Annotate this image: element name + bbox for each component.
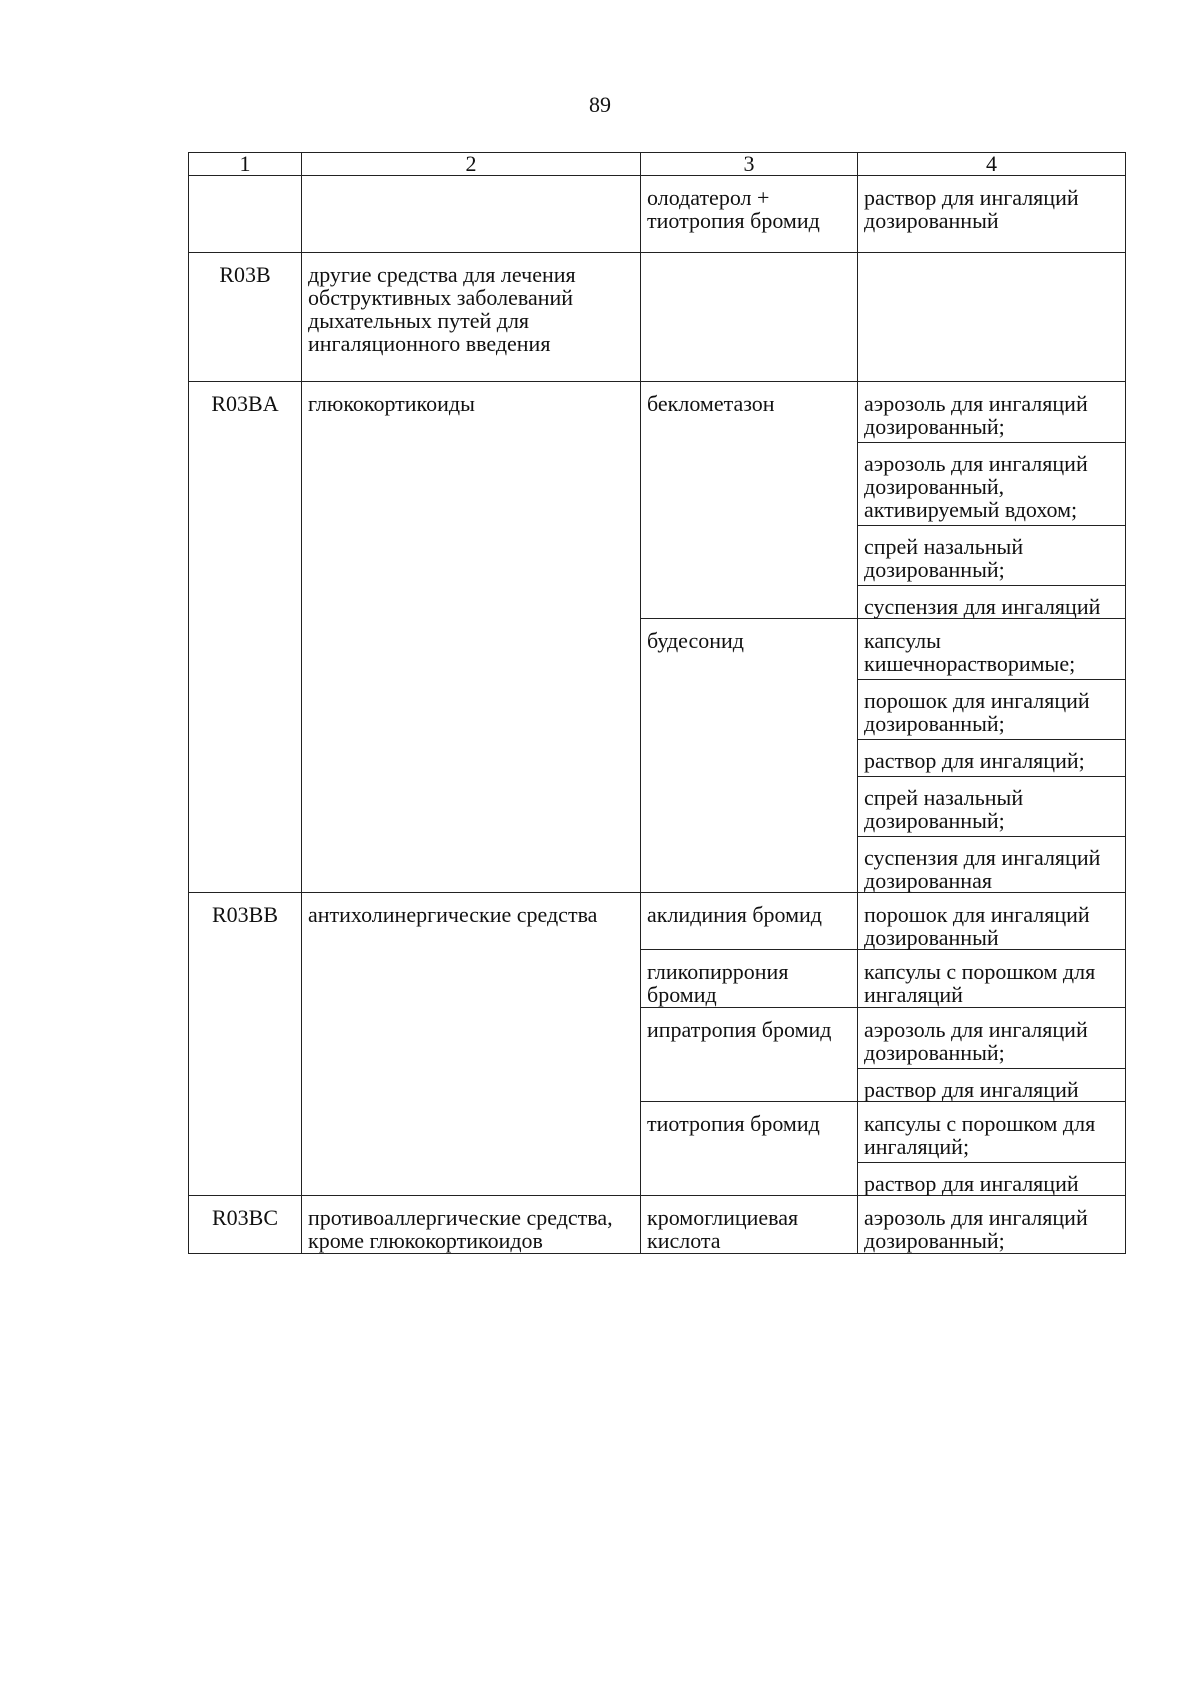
atc-code-cell: R03BB (189, 893, 302, 1196)
dosage-form: спрей назальный дозированный; (858, 777, 1125, 837)
table-row (189, 1196, 1126, 1254)
drug-name-cell: беклометазон (641, 382, 858, 619)
dosage-forms-cell (858, 176, 1126, 253)
drug-name-cell: будесонид (641, 619, 858, 893)
header-cell-3: 3 (641, 153, 858, 176)
group-name-cell (302, 176, 641, 253)
atc-code-cell: R03B (189, 253, 302, 382)
header-cell-2: 2 (302, 153, 641, 176)
header-row (189, 153, 1126, 176)
header-cell-1: 1 (189, 153, 302, 176)
drug-name-cell: гликопиррония бромид (641, 950, 858, 1008)
dosage-form: аэрозоль для ингаляций дозированный; (858, 1018, 1125, 1069)
dosage-forms-cell (858, 950, 1126, 1008)
dosage-form: раствор для ингаляций дозированный (864, 185, 1079, 233)
dosage-form: спрей назальный дозированный; (858, 526, 1125, 586)
dosage-form: аэрозоль для ингаляций дозированный, активируемый вдохом; (858, 443, 1125, 526)
atc-code-cell: R03BC (189, 1196, 302, 1254)
group-name-cell: противоаллергические средства, кроме глюкокортикоидов (302, 1196, 641, 1254)
table-row (189, 382, 1126, 619)
group-name-cell: другие средства для лечения обструктивных заболеваний дыхательных путей для ингаляционного введения (302, 253, 641, 382)
atc-code-cell (189, 176, 302, 253)
drug-name-cell: олодатерол + тиотропия бромид (641, 176, 858, 253)
dosage-form: раствор для ингаляций; (858, 740, 1125, 777)
dosage-form: порошок для ингаляций дозированный (864, 902, 1090, 950)
dosage-form: аэрозоль для ингаляций дозированный; (858, 392, 1125, 443)
dosage-forms-cell (858, 1196, 1126, 1254)
drug-name-cell: ипратропия бромид (641, 1008, 858, 1102)
page-number: 89 (589, 92, 611, 117)
header-cell-4: 4 (858, 153, 1126, 176)
dosage-form: порошок для ингаляций дозированный; (858, 680, 1125, 740)
dosage-forms-cell (858, 619, 1126, 893)
dosage-forms-cell (858, 253, 1126, 382)
table-row (189, 176, 1126, 253)
dosage-forms-cell (858, 1008, 1126, 1102)
dosage-forms-cell (858, 382, 1126, 619)
atc-code-cell: R03BA (189, 382, 302, 893)
dosage-form: суспензия для ингаляций дозированная (864, 845, 1101, 893)
dosage-form: капсулы с порошком для ингаляций; (858, 1112, 1125, 1163)
dosage-form: аэрозоль для ингаляций дозированный; (864, 1205, 1088, 1253)
table-row (189, 893, 1126, 950)
dosage-forms-cell (858, 893, 1126, 950)
drug-name-cell: тиотропия бромид (641, 1102, 858, 1196)
drug-name-cell: аклидиния бромид (641, 893, 858, 950)
drug-name-cell (641, 253, 858, 382)
drug-name-cell: кромоглициевая кислота (641, 1196, 858, 1254)
dosage-form: раствор для ингаляций (864, 1171, 1079, 1196)
group-name-cell: глюкокортикоиды (302, 382, 641, 893)
table-row (189, 253, 1126, 382)
dosage-form: раствор для ингаляций (864, 1077, 1079, 1102)
dosage-form: капсулы кишечнорастворимые; (858, 629, 1125, 680)
dosage-form: капсулы с порошком для ингаляций (864, 959, 1096, 1007)
dosage-form: суспензия для ингаляций (864, 594, 1101, 619)
table-body (189, 153, 1126, 1254)
group-name-cell: антихолинергические средства (302, 893, 641, 1196)
dosage-forms-cell (858, 1102, 1126, 1196)
medication-table (188, 152, 1126, 1254)
